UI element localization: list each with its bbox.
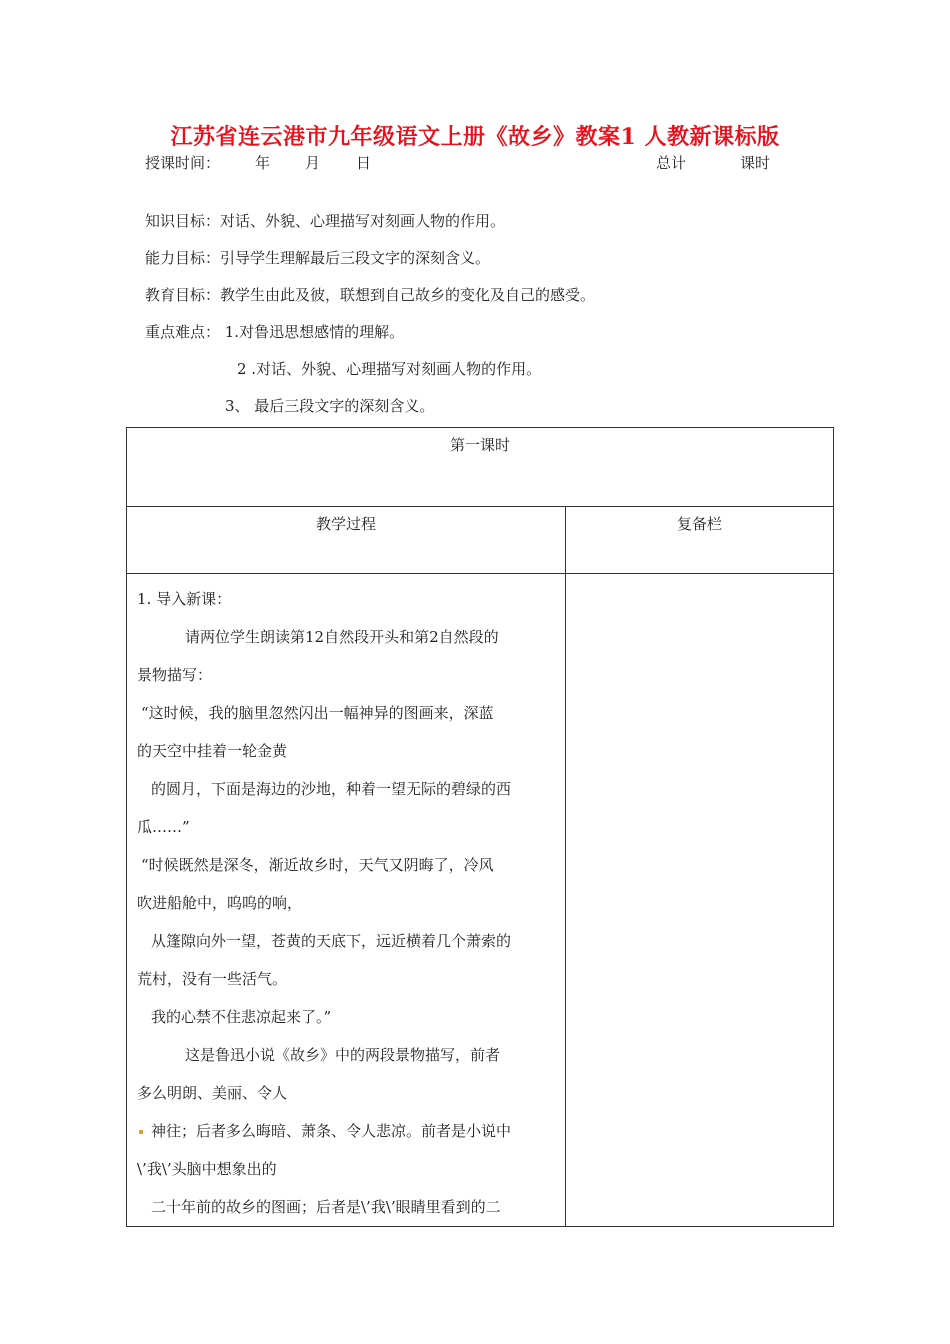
ability-objective: 能力目标：引导学生理解最后三段文字的深刻含义。 bbox=[145, 249, 491, 267]
total-label: 总计 bbox=[656, 154, 687, 172]
content-line: 荒村，没有一些活气。 bbox=[137, 970, 288, 988]
scan-mark bbox=[139, 1130, 143, 1134]
content-line: 瓜……” bbox=[137, 818, 190, 836]
content-line: 我的心禁不住悲凉起来了。” bbox=[151, 1008, 332, 1026]
content-line: 这是鲁迅小说《故乡》中的两段景物描写，前者 bbox=[185, 1046, 501, 1064]
content-line: 请两位学生朗读第12自然段开头和第2自然段的 bbox=[185, 628, 499, 646]
content-line: 二十年前的故乡的图画；后者是\’我\’眼睛里看到的二 bbox=[151, 1198, 501, 1216]
content-line-with-mark: 神往；后者多么晦暗、萧条、令人悲凉。前者是小说中 bbox=[137, 1112, 555, 1150]
document-title: 江苏省连云港市九年级语文上册《故乡》教案1 人教新课标版 bbox=[170, 124, 780, 150]
content-line: 多么明朗、美丽、令人 bbox=[137, 1084, 288, 1102]
year-label: 年 bbox=[255, 154, 271, 172]
content-line: 景物描写： bbox=[137, 666, 213, 684]
key-difficulty-1: 重点难点： 1.对鲁迅思想感情的理解。 bbox=[145, 323, 405, 341]
content-line: 吹进船舱中，呜呜的响， bbox=[137, 894, 303, 912]
content-line: 从篷隙向外一望，苍黄的天底下，远近横着几个萧索的 bbox=[151, 932, 512, 950]
process-content-cell bbox=[127, 574, 566, 1227]
key-difficulty-2: 2 .对话、外貌、心理描写对刻画人物的作用。 bbox=[237, 360, 542, 378]
day-label: 日 bbox=[356, 154, 372, 172]
education-objective: 教育目标：教学生由此及彼，联想到自己故乡的变化及自己的感受。 bbox=[145, 286, 596, 304]
content-line: “时候既然是深冬，渐近故乡时，天气又阴晦了，冷风 bbox=[141, 856, 494, 874]
lesson-plan-table bbox=[126, 427, 834, 1227]
periods-label: 课时 bbox=[740, 154, 771, 172]
knowledge-objective: 知识目标：对话、外貌、心理描写对刻画人物的作用。 bbox=[145, 212, 506, 230]
period-heading: 第一课时 bbox=[127, 428, 834, 507]
process-content bbox=[127, 574, 565, 1226]
key-difficulty-3: 3、 最后三段文字的深刻含义。 bbox=[225, 397, 435, 415]
notes-header: 复备栏 bbox=[566, 507, 834, 574]
month-label: 月 bbox=[305, 154, 321, 172]
notes-content-cell bbox=[566, 574, 834, 1227]
content-line: 1. 导入新课： bbox=[137, 590, 232, 608]
teaching-time-label: 授课时间： bbox=[145, 154, 221, 172]
content-line: 的圆月，下面是海边的沙地，种着一望无际的碧绿的西 bbox=[151, 780, 512, 798]
content-line: “这时候，我的脑里忽然闪出一幅神异的图画来，深蓝 bbox=[141, 704, 494, 722]
objectives-block bbox=[145, 208, 595, 430]
content-line: \’我\’头脑中想象出的 bbox=[137, 1160, 277, 1178]
process-header: 教学过程 bbox=[127, 507, 566, 574]
content-line: 的天空中挂着一轮金黄 bbox=[137, 742, 288, 760]
